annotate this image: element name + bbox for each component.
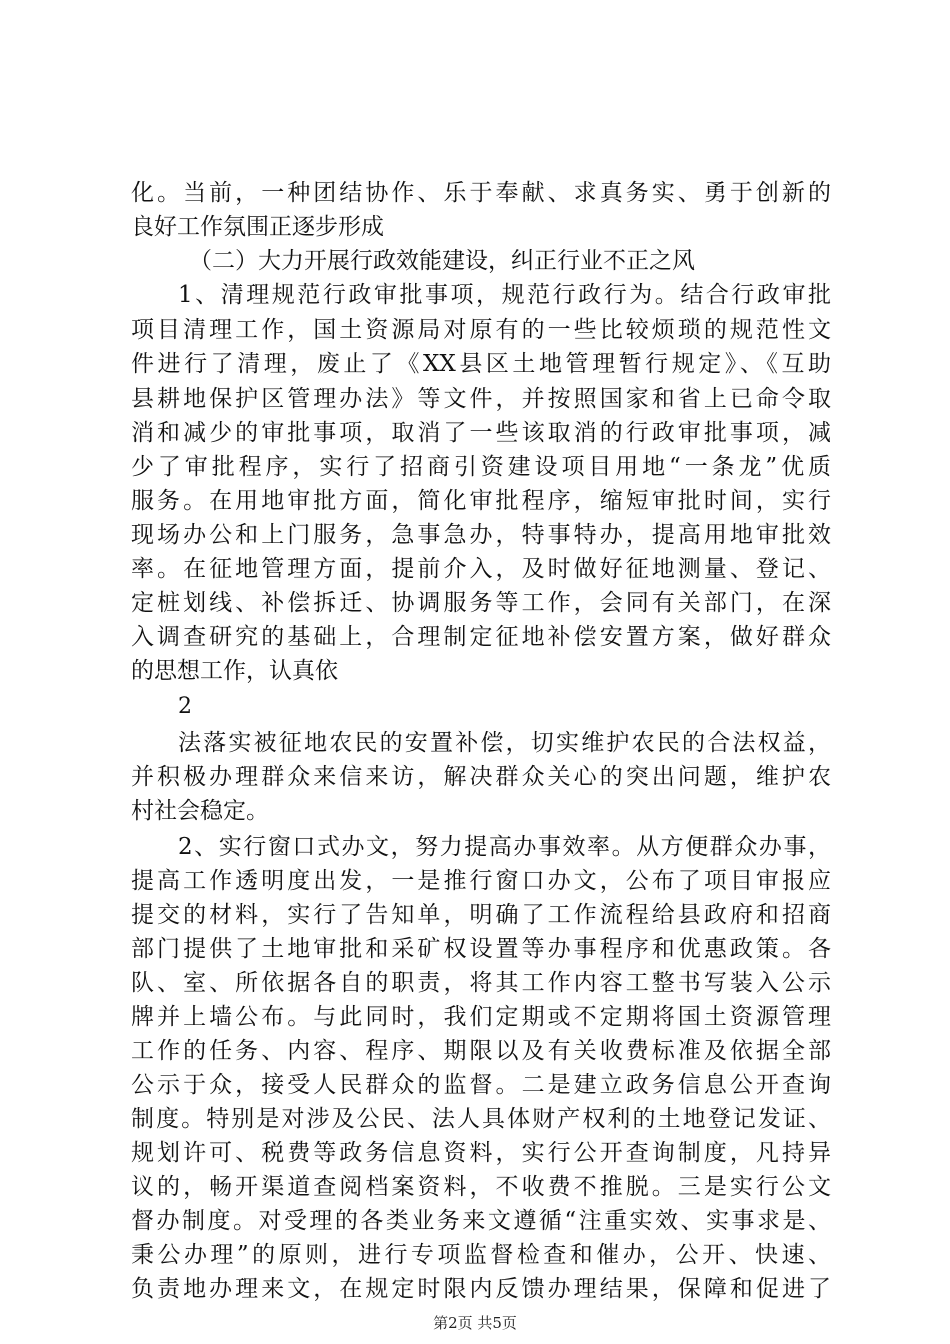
text-line: 提高工作透明度出发，一是推行窗口办文，公布了项目审报应: [131, 868, 831, 894]
text-line: 议的，畅开渠道查阅档案资料，不收费不推脱。三是实行公文: [131, 1174, 831, 1200]
text-line: 服务。在用地审批方面，简化审批程序，缩短审批时间，实行: [131, 488, 831, 514]
text-line: 牌并上墙公布。与此同时，我们定期或不定期将国土资源管理: [131, 1004, 831, 1030]
text-line: 法落实被征地农民的安置补偿，切实维护农民的合法权益，: [178, 730, 831, 756]
text-line: 消和减少的审批事项，取消了一些该取消的行政审批事项，减: [131, 420, 831, 446]
text-line: 规划许可、税费等政务信息资料，实行公开查询制度，凡持异: [131, 1140, 831, 1166]
text-line: 化。当前，一种团结协作、乐于奉献、求真务实、勇于创新的: [131, 180, 831, 206]
text-line: 项目清理工作，国土资源局对原有的一些比较烦琐的规范性文: [131, 317, 831, 343]
text-line: 并积极办理群众来信来访，解决群众关心的突出问题，维护农: [131, 764, 831, 790]
text-line: 1、清理规范行政审批事项，规范行政行为。结合行政审批: [178, 282, 831, 308]
text-line: 2、实行窗口式办文，努力提高办事效率。从方便群众办事，: [178, 834, 831, 860]
text-line: 率。在征地管理方面，提前介入，及时做好征地测量、登记、: [131, 556, 831, 582]
text-line: 督办制度。对受理的各类业务来文遵循“注重实效、实事求是、: [131, 1208, 831, 1234]
text-line: 提交的材料，实行了告知单，明确了工作流程给县政府和招商: [131, 902, 831, 928]
text-line: 县耕地保护区管理办法》等文件，并按照国家和省上已命令取: [131, 386, 831, 412]
text-line: 良好工作氛围正逐步形成: [131, 214, 384, 240]
text-line: 公示于众，接受人民群众的监督。二是建立政务信息公开查询: [131, 1072, 831, 1098]
text-line: 制度。特别是对涉及公民、法人具体财产权利的土地登记发证、: [131, 1106, 831, 1132]
inline-page-number: 2: [178, 694, 192, 719]
text-line: 队、室、所依据各自的职责，将其工作内容工整书写装入公示: [131, 970, 831, 996]
section-heading: （二）大力开展行政效能建设，纠正行业不正之风: [189, 248, 695, 274]
text-line: 件进行了清理，废止了《XX县区土地管理暂行规定》、《互助: [131, 351, 831, 377]
text-line: 部门提供了土地审批和采矿权设置等办事程序和优惠政策。各: [131, 936, 831, 962]
text-line: 秉公办理”的原则，进行专项监督检查和催办，公开、快速、: [131, 1242, 831, 1268]
text-line: 负责地办理来文，在规定时限内反馈办理结果，保障和促进了: [131, 1276, 831, 1302]
text-line: 少了审批程序，实行了招商引资建设项目用地“一条龙”优质: [131, 454, 831, 480]
text-line: 的思想工作，认真依: [131, 658, 338, 684]
page-footer: 第2页 共5页: [433, 1314, 517, 1332]
text-line: 定桩划线、补偿拆迁、协调服务等工作，会同有关部门，在深: [131, 590, 831, 616]
text-line: 入调查研究的基础上，合理制定征地补偿安置方案，做好群众: [131, 624, 831, 650]
text-line: 现场办公和上门服务，急事急办，特事特办，提高用地审批效: [131, 522, 831, 548]
text-line: 工作的任务、内容、程序、期限以及有关收费标准及依据全部: [131, 1038, 831, 1064]
text-line: 村社会稳定。: [131, 798, 269, 824]
